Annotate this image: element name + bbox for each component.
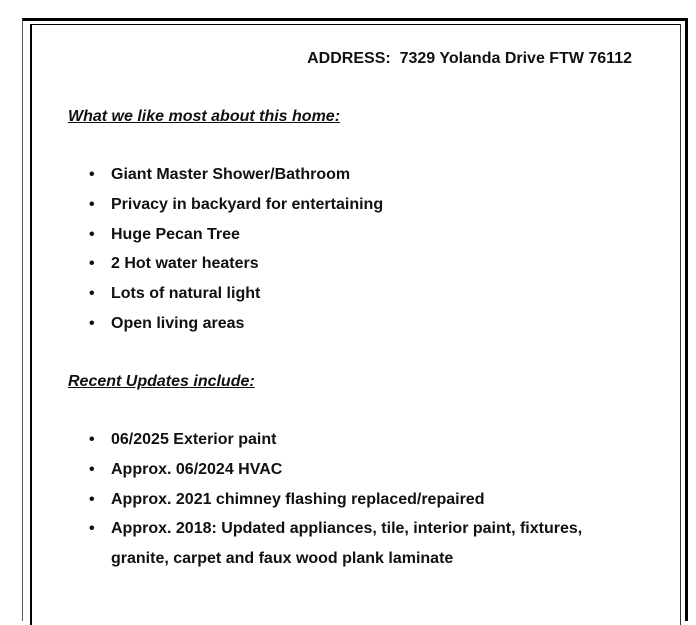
list-item: • Giant Master Shower/Bathroom [0, 160, 611, 190]
list-item: • Approx. 2018: Updated appliances, tile, interior paint, fixtures, granite, carpet and faux wood plank laminate [0, 514, 611, 574]
bullet-icon: • [89, 520, 95, 538]
section-heading-updates: Recent Updates include: [68, 373, 255, 390]
bullet-icon: • [89, 255, 95, 273]
bullet-icon: • [89, 166, 95, 183]
list-item: • Open living areas [0, 309, 611, 339]
bullet-icon: • [89, 431, 95, 448]
bullet-icon: • [89, 460, 95, 478]
bullet-icon: • [89, 225, 95, 243]
updates-list [0, 425, 611, 574]
list-item: • Privacy in backyard for entertaining [0, 190, 611, 220]
section-heading-likes: What we like most about this home: [68, 108, 341, 125]
list-item: • 2 Hot water heaters [0, 249, 611, 279]
list-item: • Huge Pecan Tree [0, 220, 611, 250]
bullet-icon: • [89, 195, 95, 213]
list-item: • Approx. 06/2024 HVAC [0, 455, 611, 485]
bullet-icon: • [89, 490, 95, 508]
address-line: ADDRESS: 7329 Yolanda Drive FTW 76112 [307, 50, 632, 67]
bullet-icon: • [89, 285, 95, 303]
bullet-icon: • [89, 314, 95, 332]
likes-list [0, 160, 611, 339]
list-item: • 06/2025 Exterior paint [0, 425, 611, 455]
list-item: • Approx. 2021 chimney flashing replaced/repaired [0, 485, 611, 515]
list-item: • Lots of natural light [0, 279, 611, 309]
